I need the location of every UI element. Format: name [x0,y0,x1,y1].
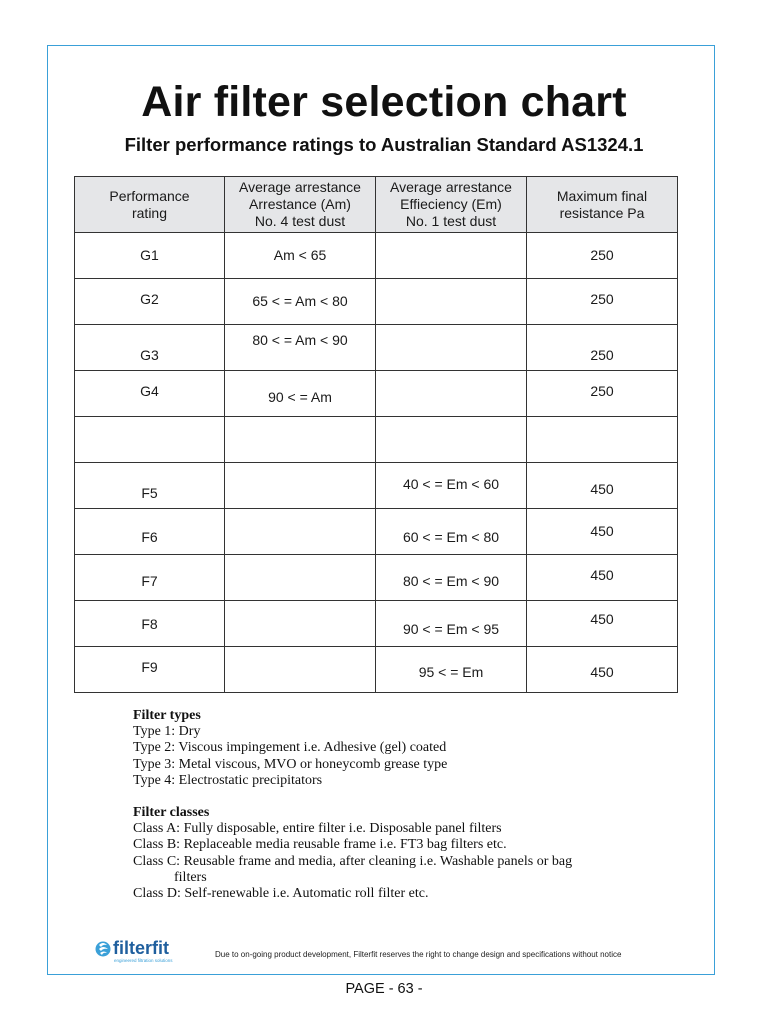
filter-notes [133,708,693,902]
list-item: Class B: Replaceable media reusable frame i.e. FT3 bag filters etc. [133,837,507,853]
table-row [75,325,678,371]
list-item: filters [174,869,207,885]
table-cell: 80 < = Em < 90 [376,555,527,601]
table-cell: 90 < = Am [225,371,376,417]
list-item: Type 4: Electrostatic precipitators [133,772,323,788]
table-cell [225,417,376,463]
filter-types-heading: Filter types [133,708,201,723]
table-row [75,509,678,555]
table-cell: G4 [75,371,225,417]
table-cell [376,417,527,463]
table-cell: G2 [75,279,225,325]
table-cell: F8 [75,601,225,647]
table-cell: G3 [75,325,225,371]
table-cell: 450 [527,647,678,693]
table-cell [225,509,376,555]
table-row [75,463,678,509]
table-cell: F6 [75,509,225,555]
logo-wordmark: filterfit [113,938,169,958]
header-arrestance: Average arrestance Arrestance (Am) No. 4 test dust [225,177,376,233]
list-item: Class C: Reusable frame and media, after cleaning i.e. Washable panels or bag [133,853,573,869]
page-number: PAGE - 63 - [345,981,423,997]
table-cell [225,601,376,647]
table-cell [376,371,527,417]
page-subtitle: Filter performance ratings to Australian Standard AS1324.1 [124,134,644,155]
table-row [75,555,678,601]
table-cell: F5 [75,463,225,509]
table-cell: 40 < = Em < 60 [376,463,527,509]
footer-disclaimer: Due to on-going product development, Filterfit reserves the right to change design and specifications without notice [215,950,622,959]
table-row [75,371,678,417]
table-cell: 60 < = Em < 80 [376,509,527,555]
filter-classes-heading: Filter classes [133,805,210,821]
table-cell: 95 < = Em [376,647,527,693]
table-row [75,279,678,325]
table-cell: Am < 65 [225,233,376,279]
table-cell: F9 [75,647,225,693]
header-max-resistance: Maximum final resistance Pa [527,177,678,233]
table-cell [225,463,376,509]
table-row [75,601,678,647]
logo-swirl-icon [95,939,113,959]
table-cell [225,555,376,601]
table-cell: 250 [527,325,678,371]
list-item: Type 2: Viscous impingement i.e. Adhesive (gel) coated [133,740,447,756]
filter-rating-table [74,176,678,693]
table-cell [376,279,527,325]
table-cell: 450 [527,601,678,647]
table-cell [75,417,225,463]
header-efficiency: Average arrestance Effieciency (Em) No. 1 test dust [376,177,527,233]
table-cell: 250 [527,371,678,417]
table-cell [527,417,678,463]
table-cell: 450 [527,555,678,601]
table-cell: 80 < = Am < 90 [225,325,376,371]
spacer [133,789,693,805]
table-cell: 250 [527,233,678,279]
header-performance-rating: Performance rating [75,177,225,233]
list-item: Type 3: Metal viscous, MVO or honeycomb grease type [133,756,448,772]
table-cell: 90 < = Em < 95 [376,601,527,647]
table-cell [376,233,527,279]
table-cell: F7 [75,555,225,601]
table-cell: 450 [527,509,678,555]
table-row [75,647,678,693]
table-header-row [75,177,678,233]
list-item: Class D: Self-renewable i.e. Automatic roll filter etc. [133,886,429,902]
table-cell: 65 < = Am < 80 [225,279,376,325]
table-cell [225,647,376,693]
table-row [75,417,678,463]
table-cell [376,325,527,371]
table-row [75,233,678,279]
logo-tagline: engineered filtration solutions [114,958,173,963]
page-title: Air filter selection chart [141,78,627,126]
table-cell: G1 [75,233,225,279]
list-item: Type 1: Dry [133,724,201,740]
table-cell: 450 [527,463,678,509]
filterfit-logo [95,939,180,969]
list-item: Class A: Fully disposable, entire filter i.e. Disposable panel filters [133,821,502,837]
table-cell: 250 [527,279,678,325]
